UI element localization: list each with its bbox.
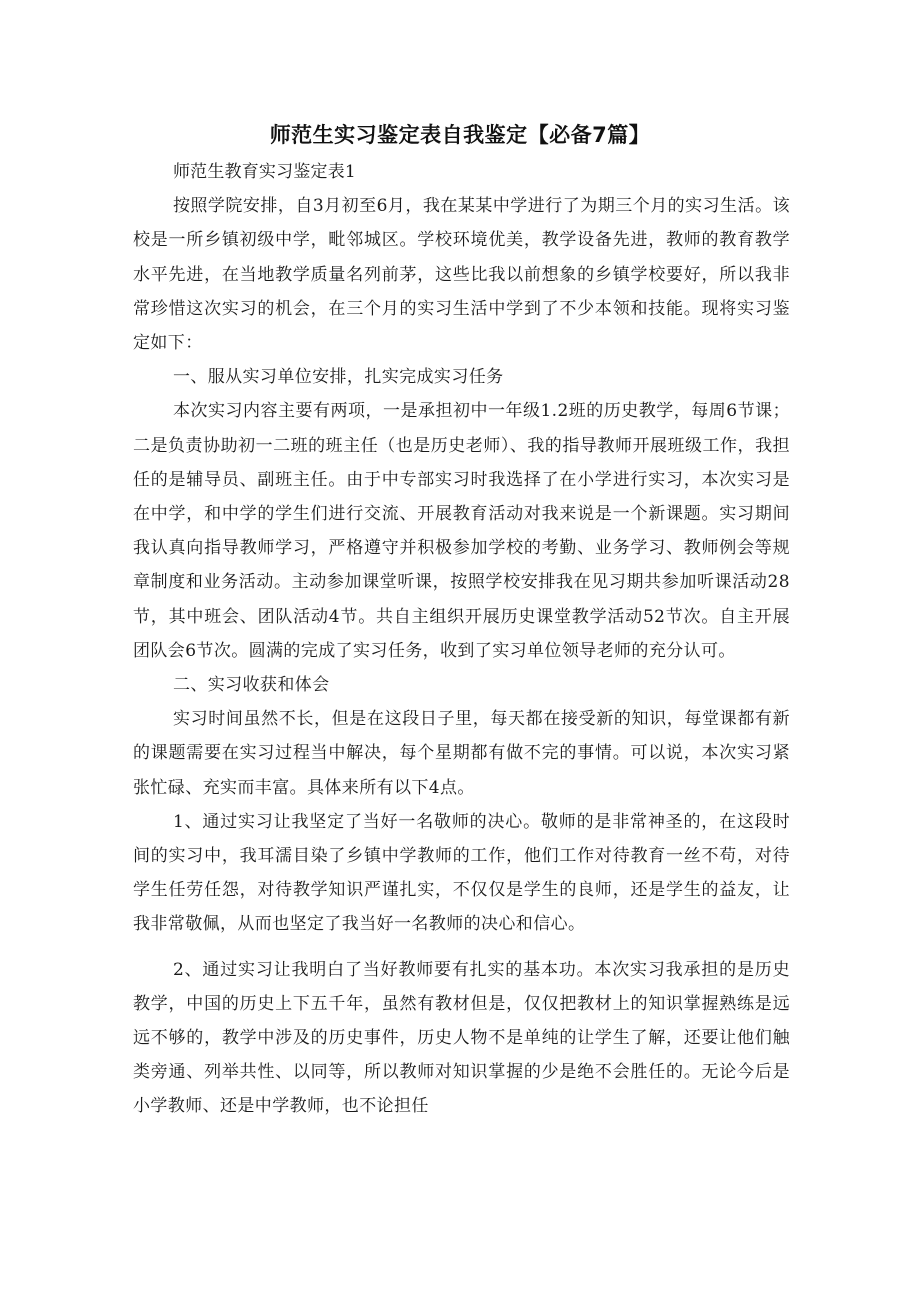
body-paragraph: 按照学院安排，自3月初至6月，我在某某中学进行了为期三个月的实习生活。该校是一所乡镇初级中学，毗邻城区。学校环境优美，教学设备先进，教师的教育教学水平先进，在当地教学质量名列前茅，这些比我以前想象的乡镇学校要好，所以我非常珍惜这次实习的机会，在三个月的实习生活中学到了不少本领和技能。现将实习鉴定如下： <box>133 196 790 354</box>
document-body <box>133 155 790 1124</box>
section-heading: 一、服从实习单位安排，扎实完成实习任务 <box>172 367 504 388</box>
document-title: 师范生实习鉴定表自我鉴定【必备7篇】 <box>269 123 651 147</box>
body-paragraph: 1、通过实习让我坚定了当好一名敬师的决心。敬师的是非常神圣的，在这段时间的实习中，我耳濡目染了乡镇中学教师的工作，他们工作对待教育一丝不苟，对待学生任劳任怨，对待教学知识严谨扎实，不仅仅是学生的良师，还是学生的益友，让我非常敬佩，从而也坚定了我当好一名教师的决心和信心。 <box>133 811 790 935</box>
section-heading: 二、实习收获和体会 <box>172 675 330 696</box>
body-paragraph: 实习时间虽然不长，但是在这段日子里，每天都在接受新的知识，每堂课都有新的课题需要在实习过程当中解决，每个星期都有做不完的事情。可以说，本次实习紧张忙碌、充实而丰富。具体来所有以下4点。 <box>133 709 790 798</box>
section-heading: 师范生教育实习鉴定表1 <box>172 162 356 182</box>
body-paragraph: 2、通过实习让我明白了当好教师要有扎实的基本功。本次实习我承担的是历史教学，中国的历史上下五千年，虽然有教材但是，仅仅把教材上的知识掌握熟练是远远不够的，教学中涉及的历史事件，历史人物不是单纯的让学生了解，还要让他们触类旁通、列举共性、以同等，所以教师对知识掌握的少是绝不会胜任的。无论今后是小学教师、还是中学教师，也不论担任 <box>133 959 790 1117</box>
body-paragraph: 本次实习内容主要有两项，一是承担初中一年级1.2班的历史教学，每周6节课；二是负责协助初一二班的班主任（也是历史老师）、我的指导教师开展班级工作，我担任的是辅导员、副班主任。由于中专部实习时我选择了在小学进行实习，本次实习是在中学，和中学的学生们进行交流、开展教育活动对我来说是一个新课题。实习期间我认真向指导教师学习，严格遵守并积极参加学校的考勤、业务学习、教师例会等规章制度和业务活动。主动参加课堂听课，按照学校安排我在见习期共参加听课活动28节，其中班会、团队活动4节。共自主组织开展历史课堂教学活动52节次。自主开展团队会6节次。圆满的完成了实习任务，收到了实习单位领导老师的充分认可。 <box>133 401 790 661</box>
